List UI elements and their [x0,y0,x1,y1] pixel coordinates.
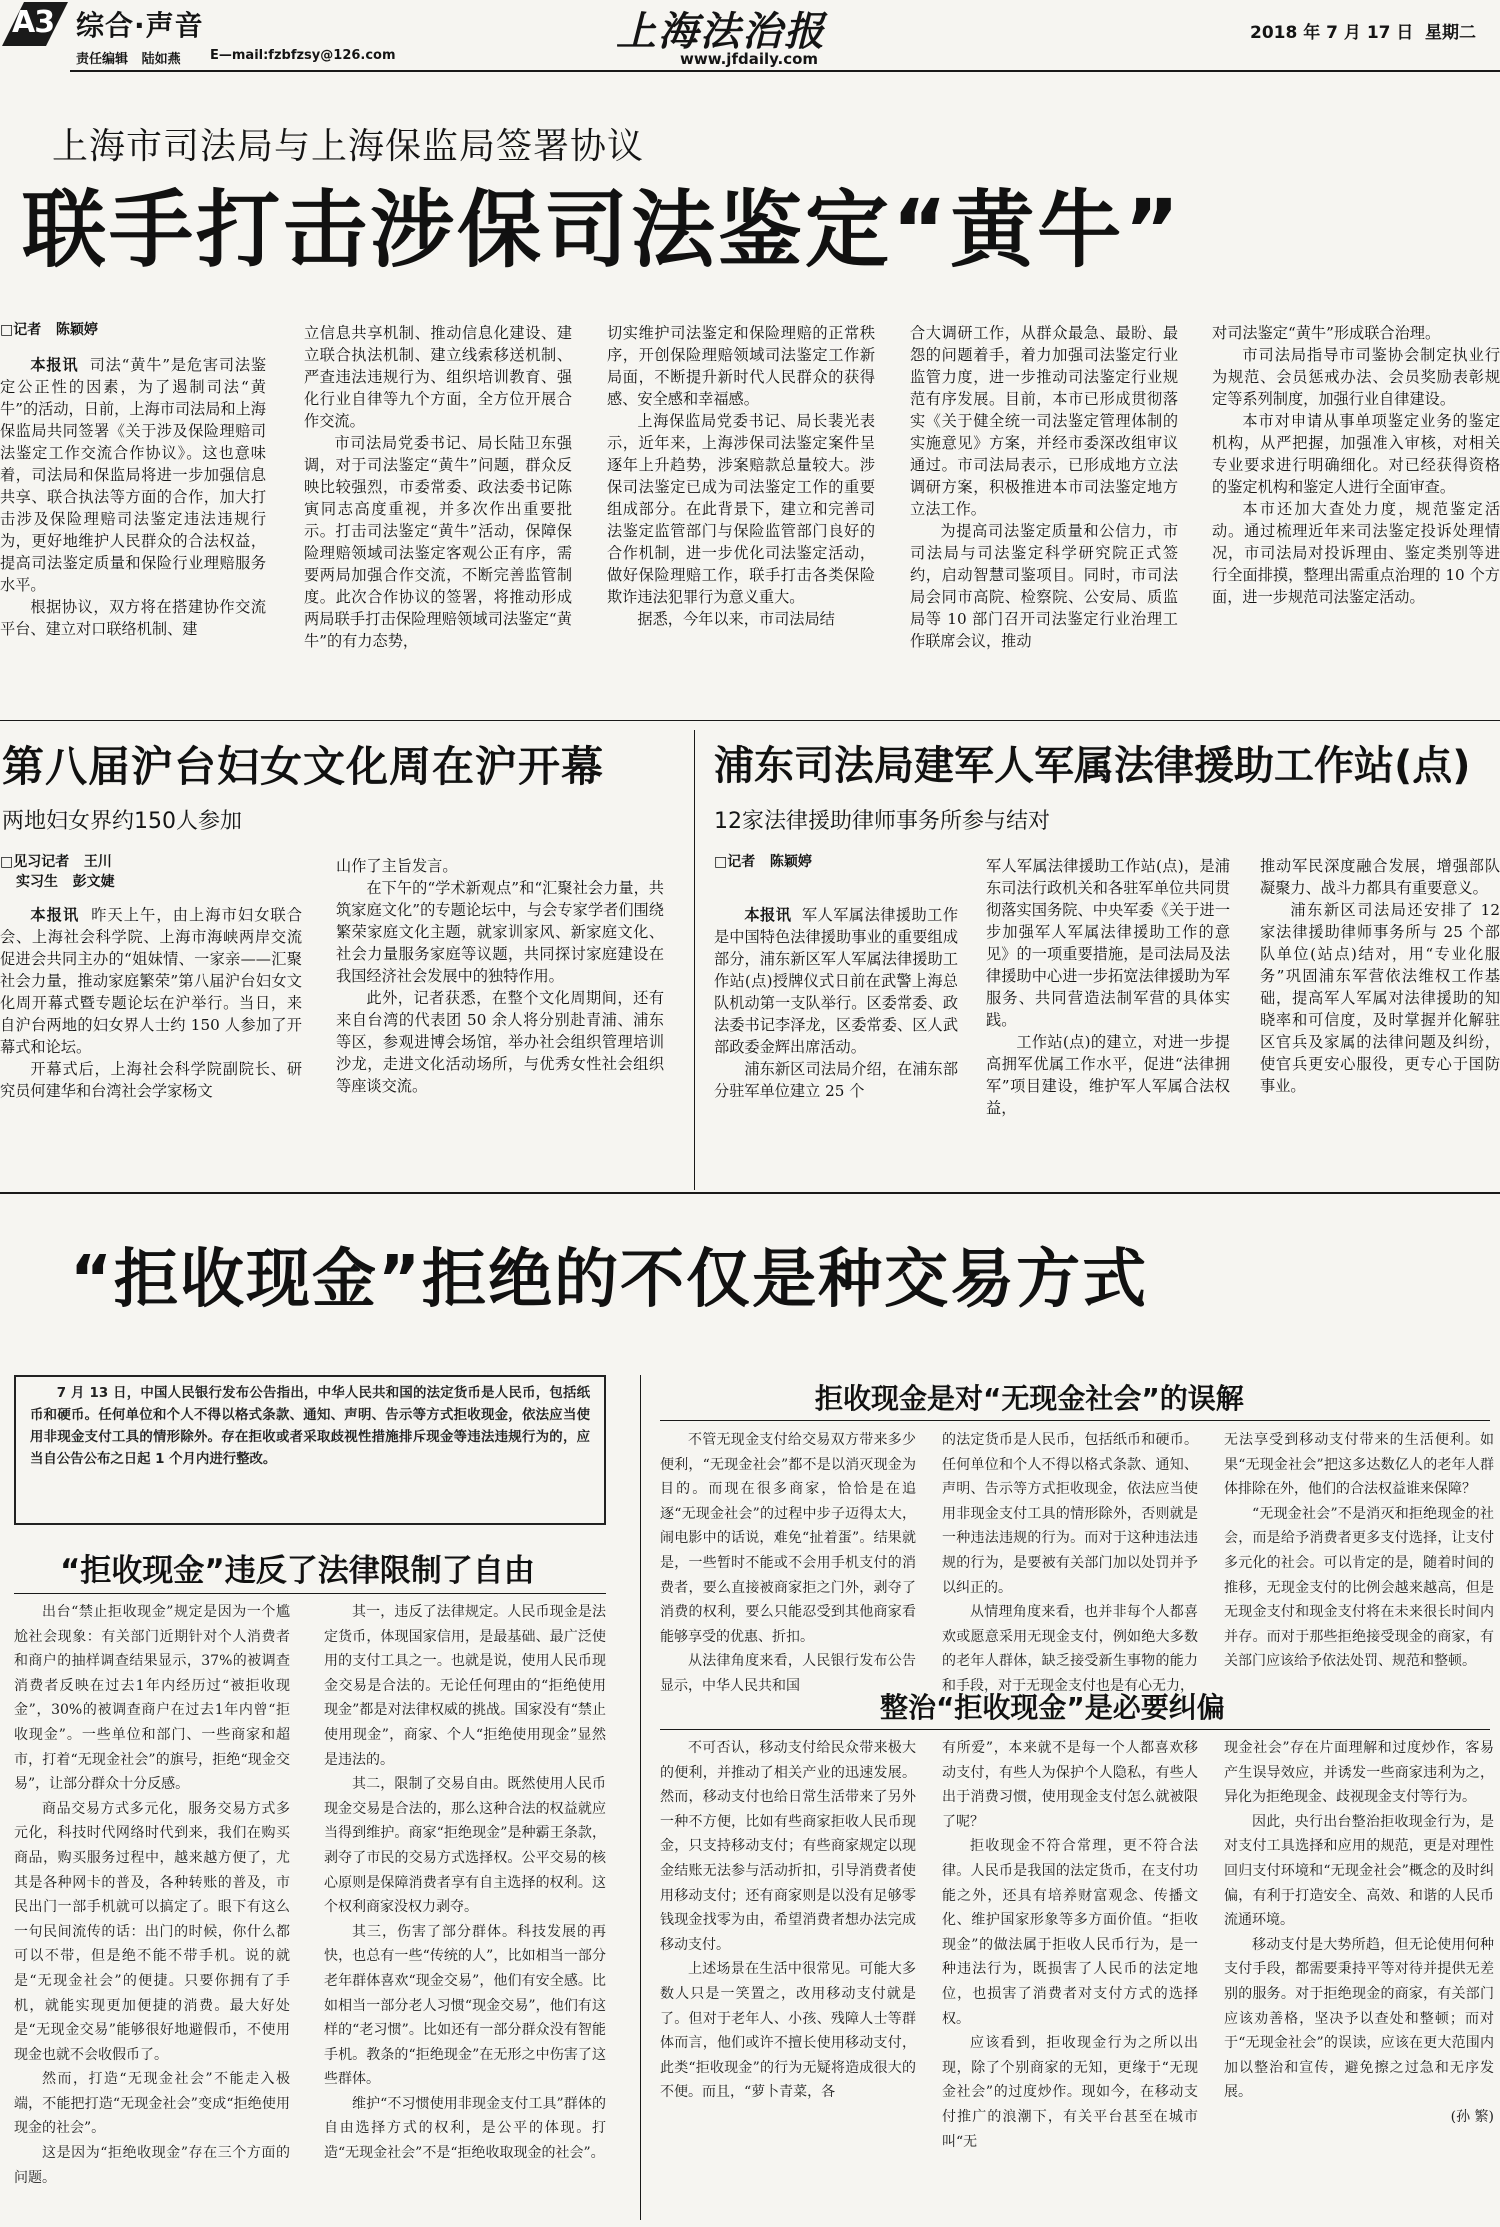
story4-text: 应该看到，拒收现金行为之所以出现，除了个别商家的无知，更缘于“无现金社会”的过度炒作。现如今，在移动支付推广的浪潮下，有关平台甚至在城市叫“无 [942,2035,1198,2150]
story4-text: 不可否认，移动支付给民众带来极大的便利，并推动了相关产业的迅速发展。然而，移动支付也给日常生活带来了另外一种不方便，比如有些商家拒收人民币现金，只支持移动支付；有些商家规定以现金结账无法参与活动折扣，引导消费者使用移动支付；还有商家则是以没有足够零钱现金找零为由，希望消费者想办法完成移动支付。 [660,1740,916,1953]
story4-text: 其三，伤害了部分群体。科技发展的再快，也总有一些“传统的人”，比如相当一部分老年群体喜欢“现金交易”，他们有安全感。比如相当一部分老人习惯“现金交易”，他们有这样的“老习惯”。比如还有一部分群众没有智能手机。教条的“拒绝现金”在无形之中伤害了这些群体。 [324,1923,606,2088]
masthead-rule [70,70,1500,72]
story4-column-c3 [1224,1736,1494,2222]
story1-text: 本市对申请从事单项鉴定业务的鉴定机构，从严把握，加强准入审核，对相关专业要求进行明确细化。对已经获得资格的鉴定机构和鉴定人进行全面审查。 [1212,412,1500,496]
story2-text: 山作了主旨发言。 [336,857,458,875]
story2-text: 开幕式后，上海社会科学院副院长、研究员何建华和台湾社会学家杨文 [0,1060,302,1100]
story1-column-3 [607,322,875,722]
story1-byline: □记者 陈颖婷 [0,322,98,338]
story2-headline: 第八届沪台妇女文化周在沪开幕 [2,742,605,791]
story2-byline: □见习记者 王川 [0,854,112,870]
story4-text: 移动支付是大势所趋，但无论使用何种支付手段，都需要秉持平等对待并提供无差别的服务。对于拒绝现金的商家，有关部门应该劝善格，坚决予以查处和整顿；而对于“无现金社会”的误读，应该在更大范围内加以整治和宣传，避免擦之过急和无序发展。 [1224,1936,1494,2101]
story2-text: 昨天上午，由上海市妇女联合会、上海社会科学院、上海市海峡两岸交流促进会共同主办的“姐妹情、一家亲——汇聚社会力量，推动家庭繁荣”第八届沪台妇女文化周开幕式暨专题论坛在沪举行。当日，来自沪台两地的妇女界人士约 150 人参加了开幕式和论坛。 [0,906,303,1056]
story4-text: 的法定货币是人民币，包括纸币和硬币。任何单位和个人不得以格式条款、通知、声明、告示等方式拒收现金，依法应当使用非现金支付工具的情形除外，否则就是一种违法违规的行为。而对于这种违法违规的行为，是要被有关部门加以处罚并予以纠正的。 [942,1432,1198,1596]
story3-subheadline: 12家法律援助律师事务所参与结对 [714,809,1050,834]
story2-text: 在下午的“学术新观点”和“汇聚社会力量，共筑家庭文化”的专题论坛中，与会专家学者们围绕繁荣家庭文化主题，就家训家风、新家庭文化、社会力量服务家庭等议题，共同探讨家庭建设在我国经济社会发展中的独特作用。 [336,879,664,985]
subhead-rule [14,1593,606,1594]
story4-headline: “拒收现金”拒绝的不仅是种交易方式 [70,1243,1149,1317]
story4-subhead-1: “拒收现金”违反了法律限制了自由 [60,1553,535,1589]
story4-author: (孙 繁) [1450,2108,1494,2125]
paper-name: 上海法治报 [616,8,826,55]
story2-byline: 实习生 彭文婕 [16,874,115,890]
page-number: A3 [12,5,55,40]
story1-text: 本市还加大查处力度，规范鉴定活动。通过梳理近年来司法鉴定投诉处理情况，市司法局对投诉理由、鉴定类别等进行全面排摸，整理出需重点治理的 10 个方面，进一步规范司法鉴定活动。 [1212,500,1500,606]
story4-notice-box [14,1375,606,1525]
story1-text: 合大调研工作，从群众最急、最盼、最怨的问题着手，着力加强司法鉴定行业监管力度，进一步推动司法鉴定行业规范有序发展。目前，本市已形成贯彻落实《关于健全统一司法鉴定管理体制的实施意见》方案，并经市委深改组审议通过。市司法局表示，已形成地方立法调研方案，积极推进本市司法鉴定地方立法工作。 [910,324,1178,518]
story3-column-2 [986,855,1230,1185]
story3-text: 浦东新区司法局介绍，在浦东部分驻军单位建立 25 个 [714,1060,958,1100]
story4-subhead-2: 拒收现金是对“无现金社会”的误解 [815,1382,1244,1415]
story4-text: 拒收现金不符合常理，更不符合法律。人民币是我国的法定货币，在支付功能之外，还具有培养财富观念、传播文化、维护国家形象等多方面价值。“拒收现金”的做法属于拒收人民币行为，是一种违法行为，既损害了人民币的法定地位，也损害了消费者对支付方式的选择权。 [942,1838,1198,2027]
story4-column-c1 [660,1736,916,2222]
story1-text: 切实维护司法鉴定和保险理赔的正常秩序，开创保险理赔领域司法鉴定工作新局面，不断提升新时代人民群众的获得感、安全感和幸福感。 [607,324,875,408]
story4-column-b2 [942,1428,1198,1694]
story4-text: 现金社会”存在片面理解和过度炒作，客易产生误导效应，并诱发一些商家违利为之，异化为拒绝现金、歧视现金支付等行为。 [1224,1740,1494,1806]
section-divider [0,720,1500,721]
story4-text: 这是因为“拒绝收现金”存在三个方面的问题。 [14,2145,290,2186]
story1-text: 对司法鉴定“黄牛”形成联合治理。 [1212,324,1441,342]
story4-text: 维护“不习惯使用非现金支付工具”群体的自由选择方式的权利，是公平的体现。打造“无现金社会”不是“拒绝收取现金的社会”。 [324,2095,606,2162]
story1-text: 立信息共享机制、推动信息化建设、建立联合执法机制、建立线索移送机制、严查违法违规行为、组织培训教育、强化行业自律等九个方面，全方位开展合作交流。 [304,324,572,430]
story4-notice: 7 月 13 日，中国人民银行发布公告指出，中华人民共和国的法定货币是人民币，包括纸币和硬币。任何单位和个人不得以格式条款、通知、声明、告示等方式拒收现金，依法应当使用非现金支付工具的情形除外。存在拒收或者采取歧视性措施排斥现金等违法违规行为的，应当自公告公布之日起 1 个月内进行整改。 [30,1386,590,1467]
editor-email[interactable]: E—mail:fzbfzsy@126.com [210,48,396,63]
subhead-rule [660,1729,1490,1730]
story1-column-2 [304,322,572,722]
story1-text: 市司法局指导市司鉴协会制定执业行为规范、会员惩戒办法、会员奖励表彰规定等系列制度，加强行业自律建设。 [1212,346,1500,408]
story4-text: 不管无现金支付给交易双方带来多少便利，“无现金社会”都不是以消灭现金为目的。而现在很多商家，恰恰是在追逐“无现金社会”的过程中步子迈得太大，闹电影中的话说，难免“扯着蛋”。结果就是，一些暂时不能或不会用手机支付的消费者，要么直接被商家拒之门外，剥夺了消费的权利，要么只能忍受到其他商家看能够享受的优惠、折扣。 [660,1432,916,1645]
story4-text: 因此，央行出台整治拒收现金行为，是对支付工具选择和应用的规范，更是对理性回归支付环境和“无现金社会”概念的及时纠偏，有利于打造安全、高效、和谐的人民币流通环境。 [1224,1813,1494,1929]
story4-text: 从法律角度来看，人民银行发布公告显示，中华人民共和国 [660,1653,916,1694]
story4-text: 从情理角度来看，也并非每个人都喜欢或愿意采用无现金支付，例如绝大多数的老年人群体，缺乏接受新生事物的能力和手段，对于无现金支付也是有心无力， [942,1604,1198,1694]
story1-text: 据悉，今年以来，市司法局结 [637,610,835,628]
story1-column-1 [0,320,266,720]
story1-text: 司法“黄牛”是危害司法鉴定公正性的因素，为了遏制司法“黄牛”的活动，日前，上海市司法局和上海保监局共同签署《关于涉及保险理赔司法鉴定工作交流合作协议》。这也意味着，司法局和保监局将进一步加强信息共享、联合执法等方面的合作，加大打击涉及保险理赔司法鉴定违法违规行为，更好地维护人民群众的合法权益，提高司法鉴定质量和保险行业理赔服务水平。 [0,356,267,594]
story4-subhead-3: 整治“拒收现金”是必要纠偏 [880,1691,1225,1724]
story4-text: 上述场景在生活中很常见。可能大多数人只是一笑置之，改用移动支付就是了。但对于老年人、小孩、残障人士等群体而言，他们或许不擅长使用移动支付，此类“拒收现金”的行为无疑将造成很大的不便。而且，“萝卜青菜，各 [660,1961,916,2101]
story4-text: 其一，违反了法律规定。人民币现金是法定货币，体现国家信用，是最基础、最广泛使用的支付工具之一。也就是说，使用人民币现金交易是合法的。无论任何理由的“拒绝使用现金”都是对法律权威的挑战。国家没有“禁止使用现金”，商家、个人“拒绝使用现金”显然是违法的。 [324,1604,606,1768]
story3-text: 军人军属法律援助工作站(点)，是浦东司法行政机关和各驻军单位共同贯彻落实国务院、中央军委《关于进一步加强军人军属法律援助工作的意见》的一项重要措施，是司法局及法律援助中心进一步拓宽法律援助为军服务、共同营造法制军营的具体实践。 [986,857,1230,1029]
editor-credit: 责任编辑 陆如燕 [76,52,181,67]
section-divider [0,1192,1500,1194]
story1-kicker: 上海市司法局与上海保监局签署协议 [52,126,645,167]
story3-text: 军人军属法律援助工作是中国特色法律援助事业的重要组成部分，浦东新区军人军属法律援助工作站(点)授牌仪式日前在武警上海总队机动第一支队举行。区委常委、政法委书记李泽龙，区委常委、区人武部政委金辉出席活动。 [714,906,959,1056]
story3-text: 推动军民深度融合发展，增强部队凝聚力、战斗力都具有重要意义。 [1260,857,1500,897]
story4-column-b1 [660,1428,916,1694]
story4-column-b3 [1224,1428,1494,1676]
issue-date: 2018 年 7 月 17 日 [1250,23,1414,43]
story3-text: 浦东新区司法局还安排了 12 家法律援助律师事务所与 25 个部队单位(站点)结对，用“专业化服务”巩固浦东军营依法维权工作基础，提高军人军属对法律援助的知晓率和可信度，及时掌握并化解驻区官兵及家属的法律问题及纠纷，使官兵更安心服役，更专心于国防事业。 [1260,901,1500,1095]
issue-weekday: 星期二 [1425,23,1476,43]
story3-text: 工作站(点)的建立，对进一步提高拥军优属工作水平，促进“法律拥军”项目建设，维护军人军属合法权益， [986,1033,1230,1117]
story2-subheadline: 两地妇女界约150人参加 [2,809,242,834]
story4-text: “无现金社会”不是消灭和拒绝现金的社会，而是给予消费者更多支付选择，让支付多元化的社会。可以肯定的是，随着时间的推移，无现金支付的比例会越来越高，但是无现金支付和现金支付将在未来很长时间内并存。而对于那些拒绝接受现金的商家，有关部门应该给予依法处罚、规范和整顿。 [1224,1505,1494,1670]
column-divider [640,1375,641,2220]
story4-text: 商品交易方式多元化，服务交易方式多元化，科技时代网络时代到来，我们在购买商品，购买服务过程中，越来越方便了，尤其是各种网卡的普及，各种转账的普及，市民出门一部手机就可以搞定了。眼下有这么一句民间流传的话：出门的时候，你什么都可以不带，但是绝不能不带手机。说的就是“无现金社会”的便捷。只要你拥有了手机，就能实现更加便捷的消费。最大好处是“无现金交易”能够很好地避假币，不使用现金也就不会收假币了。 [14,1800,290,2063]
story4-text: 出台“禁止拒收现金”规定是因为一个尴尬社会现象：有关部门近期针对个人消费者和商户的抽样调查结果显示，37%的被调查消费者反映在过去1年内经历过“被拒收现金”，30%的被调查商户在过去1年内曾“拒收现金”。一些单位和部门、一些商家和超市，打着“无现金社会”的旗号，拒绝“现金交易”，让部分群众十分反感。 [14,1604,290,1793]
story4-column-a2 [324,1600,606,2222]
section-name: 综合·声音 [76,9,204,42]
story3-column-3 [1260,855,1500,1185]
story1-text: 根据协议，双方将在搭建协作交流平台、建立对口联络机制、建 [0,598,266,638]
page-number-badge [2,2,68,46]
story4-text: 然而，打造“无现金社会”不能走入极端，不能把打造“无现金社会”变成“拒绝使用现金的社会”。 [14,2071,290,2137]
story4-column-a1 [14,1600,290,2222]
story4-text: 有所爱”，本来就不是每一个人都喜欢移动支付，有些人为保护个人隐私，有些人出于消费习惯，使用现金支付怎么就被限了呢？ [942,1740,1198,1830]
story4-text: 其二，限制了交易自由。既然使用人民币现金交易是合法的，那么这种合法的权益就应当得到维护。商家“拒绝现金”是种霸王条款，剥夺了市民的交易方式选择权。公平交易的核心原则是保障消费者享有自主选择的权利。这个权利商家没权力剥夺。 [324,1776,606,1916]
story2-column-1 [0,852,302,1182]
story2-column-2 [336,855,664,1185]
website-url[interactable]: www.jfdaily.com [680,50,819,68]
story3-column-1 [714,852,958,1182]
story1-text: 为提高司法鉴定质量和公信力，市司法局与司法鉴定科学研究院正式签约，启动智慧司鉴项目。同时，市司法局会同市高院、检察院、公安局、质监局等 10 部门召开司法鉴定行业治理工作联席会议，推动 [910,522,1178,650]
story2-lead: 本报讯 [30,906,80,924]
story3-headline: 浦东司法局建军人军属法律援助工作站(点) [714,743,1471,789]
column-divider [694,730,695,1190]
story1-column-4 [910,322,1178,722]
story2-text: 此外，记者获悉，在整个文化周期间，还有来自台湾的代表团 50 余人将分别赴青浦、浦东等区，参观进博会场馆，举办社会组织管理培训沙龙，走进文化活动场所，与优秀女性社会组织等座谈交流。 [336,989,664,1095]
subhead-rule [660,1420,1490,1421]
story3-byline: □记者 陈颖婷 [714,854,812,870]
story1-headline: 联手打击涉保司法鉴定“黄牛” [22,181,1183,279]
story1-text: 市司法局党委书记、局长陆卫东强调，对于司法鉴定“黄牛”问题，群众反映比较强烈，市委常委、政法委书记陈寅同志高度重视，并多次作出重要批示。打击司法鉴定“黄牛”活动，保障保险理赔领域司法鉴定客观公正有序，需要两局加强合作交流，不断完善监管制度。此次合作协议的签署，将推动形成两局联手打击保险理赔领域司法鉴定“黄牛”的有力态势， [304,434,572,650]
story3-lead: 本报讯 [744,906,792,924]
story4-column-c2 [942,1736,1198,2222]
story4-text: 无法享受到移动支付带来的生活便利。如果“无现金社会”把这多达数亿人的老年人群体排除在外，他们的合法权益谁来保障？ [1224,1432,1494,1498]
story1-lead: 本报讯 [30,356,79,374]
story1-column-5 [1212,322,1500,722]
story1-text: 上海保监局党委书记、局长裴光表示，近年来，上海涉保司法鉴定案件呈逐年上升趋势，涉案赔款总量较大。涉保司法鉴定已成为司法鉴定工作的重要组成部分。在此背景下，建立和完善司法鉴定监管部门与保险监管部门良好的合作机制，进一步优化司法鉴定活动，做好保险理赔工作，联手打击各类保险欺诈违法犯罪行为意义重大。 [607,412,875,606]
